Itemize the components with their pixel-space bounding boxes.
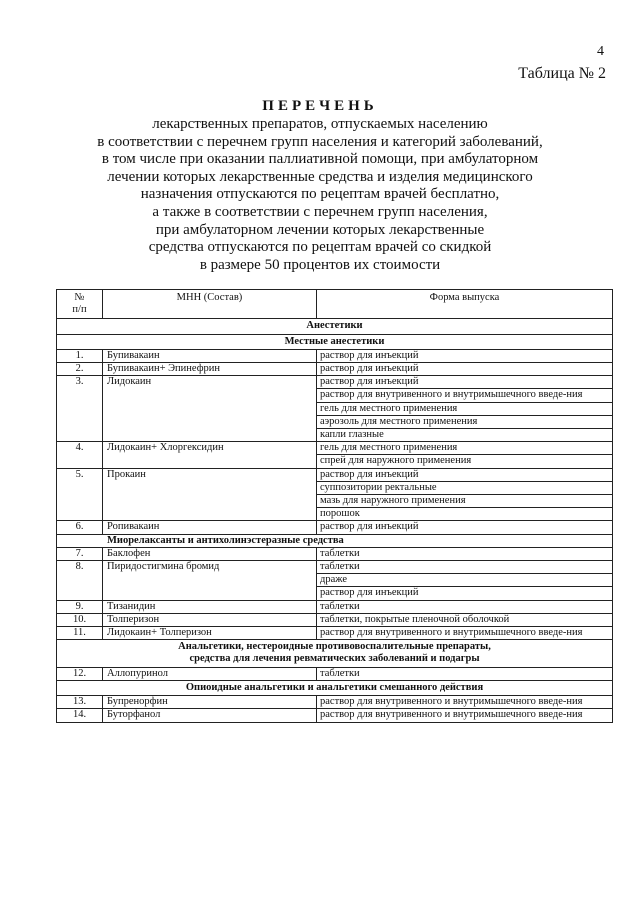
table-row	[57, 696, 613, 709]
table-row	[57, 376, 613, 389]
release-form: раствор для инъекций	[317, 468, 613, 481]
header-number-line1: №	[74, 292, 85, 303]
release-form: таблетки	[317, 547, 613, 560]
header-form: Форма выпуска	[317, 290, 613, 319]
release-form: гель для местного применения	[317, 402, 613, 415]
title-line: в размере 50 процентов их стоимости	[199, 256, 441, 273]
title-line: в соответствии с перечнем групп населения и категорий заболеваний,	[97, 133, 543, 150]
release-form: раствор для инъекций	[317, 587, 613, 600]
drug-name: Толперизон	[103, 613, 317, 626]
release-form: раствор для инъекций	[317, 376, 613, 389]
table-row	[57, 363, 613, 376]
drug-name: Баклофен	[103, 547, 317, 560]
table-row	[57, 547, 613, 560]
table-row	[57, 442, 613, 455]
row-number: 5.	[57, 468, 103, 521]
group-heading: Местные анестетики	[57, 334, 613, 349]
drug-name: Пиридостигмина бромид	[103, 561, 317, 601]
table-header-row	[57, 290, 613, 319]
table-reference: Таблица № 2	[518, 65, 606, 82]
drug-name: Аллопуринол	[103, 667, 317, 680]
table-row	[57, 709, 613, 722]
drug-name: Буторфанол	[103, 709, 317, 722]
row-number: 11.	[57, 627, 103, 640]
group-heading: Опиоидные анальгетики и анальгетики смешанного действия	[57, 680, 613, 695]
row-number: 4.	[57, 442, 103, 468]
table-row	[57, 349, 613, 362]
group-heading-row	[57, 334, 613, 349]
row-number: 8.	[57, 561, 103, 601]
release-form: аэрозоль для местного применения	[317, 415, 613, 428]
table-row	[57, 627, 613, 640]
title-line: а также в соответствии с перечнем групп населения,	[152, 203, 488, 220]
table-row	[57, 667, 613, 680]
release-form: таблетки	[317, 600, 613, 613]
release-form: таблетки	[317, 561, 613, 574]
header-number-line2: п/п	[72, 304, 87, 316]
row-number: 6.	[57, 521, 103, 534]
group-heading	[57, 640, 613, 667]
drug-name: Ропивакаин	[103, 521, 317, 534]
row-number: 13.	[57, 696, 103, 709]
release-form: порошок	[317, 508, 613, 521]
drug-name: Тизанидин	[103, 600, 317, 613]
release-form: раствор для внутривенного и внутримышечного введе-ния	[317, 627, 613, 640]
release-form: капли глазные	[317, 429, 613, 442]
header-name: МНН (Состав)	[103, 290, 317, 319]
row-number: 12.	[57, 667, 103, 680]
table-row	[57, 468, 613, 481]
release-form: раствор для внутривенного и внутримышечного введе-ния	[317, 696, 613, 709]
table-body	[57, 319, 613, 722]
release-form: раствор для инъекций	[317, 363, 613, 376]
table-row	[57, 561, 613, 574]
drug-name: Бупивакаин	[103, 349, 317, 362]
medications-table	[56, 289, 613, 723]
row-number: 7.	[57, 547, 103, 560]
release-form: раствор для внутривенного и внутримышечного введе-ния	[317, 709, 613, 722]
group-heading: Анестетики	[57, 319, 613, 334]
group-heading: Миорелаксанты и антихолинэстеразные средства	[57, 534, 613, 547]
drug-name: Бупренорфин	[103, 696, 317, 709]
drug-name: Лидокаин	[103, 376, 317, 442]
group-heading-row	[57, 319, 613, 334]
drug-name: Лидокаин+ Толперизон	[103, 627, 317, 640]
release-form: таблетки	[317, 667, 613, 680]
release-form: раствор для инъекций	[317, 349, 613, 362]
title-line: назначения отпускаются по рецептам врачей бесплатно,	[140, 186, 500, 203]
row-number: 14.	[57, 709, 103, 722]
row-number: 10.	[57, 613, 103, 626]
title-line: в том числе при оказании паллиативной помощи, при амбулаторном	[101, 151, 539, 168]
title-line: лечении которых лекарственные средства и изделия медицинского	[107, 168, 533, 185]
row-number: 9.	[57, 600, 103, 613]
table-row	[57, 600, 613, 613]
document-title	[60, 98, 580, 274]
group-heading-row	[57, 680, 613, 695]
title-line: средства отпускаются по рецептам врачей со скидкой	[148, 239, 492, 256]
header-number	[57, 290, 103, 319]
drug-name: Бупивакаин+ Эпинефрин	[103, 363, 317, 376]
subgroup-heading-row	[57, 534, 613, 547]
release-form: таблетки, покрытые пленочной оболочкой	[317, 613, 613, 626]
row-number: 2.	[57, 363, 103, 376]
release-form: спрей для наружного применения	[317, 455, 613, 468]
release-form: раствор для инъекций	[317, 521, 613, 534]
group-heading-row	[57, 640, 613, 667]
drug-name: Лидокаин+ Хлоргексидин	[103, 442, 317, 468]
group-heading-line: средства для лечения ревматических заболеваний и подагры	[189, 653, 480, 665]
release-form: мазь для наружного применения	[317, 495, 613, 508]
table-row	[57, 521, 613, 534]
row-number: 3.	[57, 376, 103, 442]
title-line: лекарственных препаратов, отпускаемых населению	[152, 116, 488, 132]
drug-name: Прокаин	[103, 468, 317, 521]
title-line: при амбулаторном лечении которых лекарственные	[155, 221, 485, 238]
title-heading: ПЕРЕЧЕНЬ	[262, 98, 378, 114]
page-number: 4	[597, 44, 604, 59]
release-form: раствор для внутривенного и внутримышечного введе-ния	[317, 389, 613, 402]
release-form: гель для местного применения	[317, 442, 613, 455]
group-heading-line: Анальгетики, нестероидные противовоспалительные препараты,	[178, 641, 491, 653]
table-row	[57, 613, 613, 626]
release-form: драже	[317, 574, 613, 587]
release-form: суппозитории ректальные	[317, 481, 613, 494]
row-number: 1.	[57, 349, 103, 362]
